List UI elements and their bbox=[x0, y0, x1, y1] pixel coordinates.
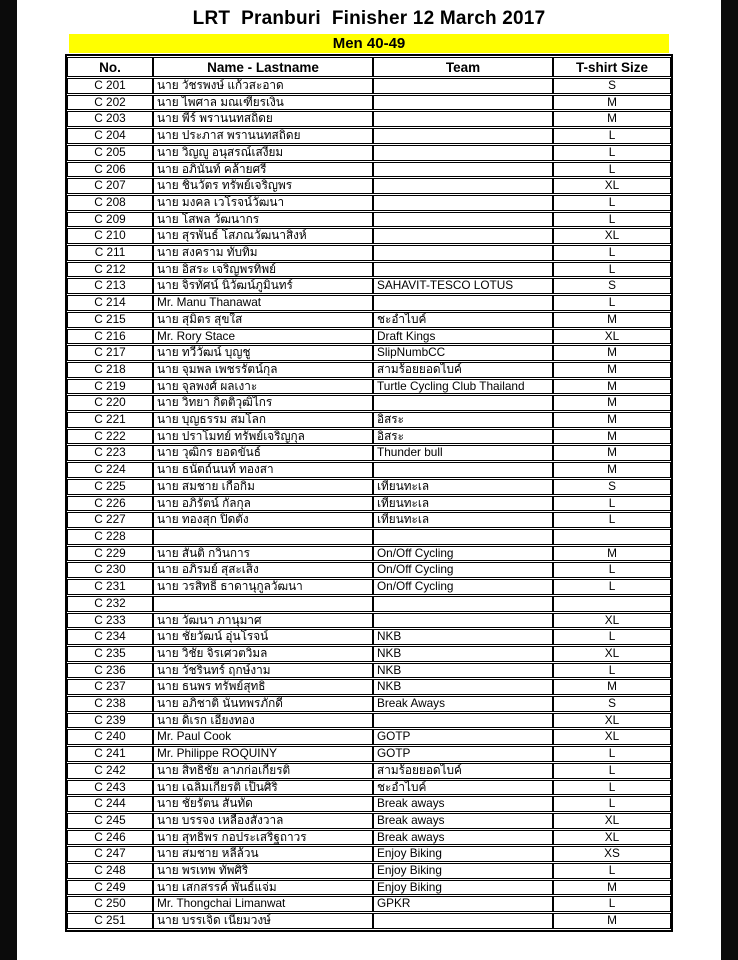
table-row bbox=[67, 262, 671, 278]
team-cell: เทียนทะเล bbox=[373, 496, 553, 512]
table-row bbox=[67, 629, 671, 645]
table-row bbox=[67, 896, 671, 912]
row-no-cell: C 220 bbox=[67, 395, 153, 411]
row-no-cell: C 232 bbox=[67, 596, 153, 612]
name-cell: นาย บุญธรรม สมโลก bbox=[153, 412, 373, 428]
table-row bbox=[67, 345, 671, 361]
row-no-cell: C 233 bbox=[67, 613, 153, 629]
table-row bbox=[67, 195, 671, 211]
row-no-cell: C 205 bbox=[67, 145, 153, 161]
table-row bbox=[67, 696, 671, 712]
size-cell: L bbox=[553, 195, 671, 211]
table-header bbox=[67, 57, 671, 77]
table-row bbox=[67, 228, 671, 244]
team-cell: สามร้อยยอดไบค์ bbox=[373, 362, 553, 378]
size-cell: L bbox=[553, 629, 671, 645]
size-cell: M bbox=[553, 462, 671, 478]
table-row bbox=[67, 729, 671, 745]
team-cell: Enjoy Biking bbox=[373, 846, 553, 862]
size-cell: L bbox=[553, 863, 671, 879]
size-cell: XL bbox=[553, 329, 671, 345]
table-row bbox=[67, 763, 671, 779]
name-cell: นาย วุฒิกร ยอดขันธ์ bbox=[153, 445, 373, 461]
row-no-cell: C 222 bbox=[67, 429, 153, 445]
table-row bbox=[67, 496, 671, 512]
row-no-cell: C 210 bbox=[67, 228, 153, 244]
team-cell bbox=[373, 212, 553, 228]
table-row bbox=[67, 395, 671, 411]
row-no-cell: C 228 bbox=[67, 529, 153, 545]
name-cell: นาย อภินันท์ คล้ายศรี bbox=[153, 162, 373, 178]
name-cell: นาย จุลพงศ์ ผลเงาะ bbox=[153, 379, 373, 395]
table-row bbox=[67, 679, 671, 695]
size-cell: L bbox=[553, 763, 671, 779]
name-cell bbox=[153, 596, 373, 612]
table-row bbox=[67, 312, 671, 328]
name-cell: นาย วัชรพงษ์ แก้วสะอาด bbox=[153, 78, 373, 94]
table-row bbox=[67, 329, 671, 345]
team-cell: NKB bbox=[373, 646, 553, 662]
name-cell: นาย ประภาส พรานนทสถิดย bbox=[153, 128, 373, 144]
table-row bbox=[67, 846, 671, 862]
name-cell: นาย ทองสุก ปิดตัง bbox=[153, 512, 373, 528]
col-header-no: No. bbox=[67, 57, 153, 77]
name-cell: Mr. Thongchai Limanwat bbox=[153, 896, 373, 912]
name-cell: นาย ชินวัตร ทรัพย์เจริญพร bbox=[153, 178, 373, 194]
team-cell: Break aways bbox=[373, 813, 553, 829]
size-cell: L bbox=[553, 579, 671, 595]
size-cell: M bbox=[553, 429, 671, 445]
row-no-cell: C 241 bbox=[67, 746, 153, 762]
table-row bbox=[67, 95, 671, 111]
row-no-cell: C 211 bbox=[67, 245, 153, 261]
team-cell bbox=[373, 529, 553, 545]
size-cell: M bbox=[553, 445, 671, 461]
name-cell: Mr. Manu Thanawat bbox=[153, 295, 373, 311]
team-cell bbox=[373, 596, 553, 612]
size-cell: XL bbox=[553, 228, 671, 244]
name-cell: นาย ธนัตถ์นนท์ ทองสา bbox=[153, 462, 373, 478]
name-cell: Mr. Paul Cook bbox=[153, 729, 373, 745]
team-cell bbox=[373, 462, 553, 478]
table-row bbox=[67, 479, 671, 495]
table-body bbox=[67, 78, 671, 929]
table-row bbox=[67, 529, 671, 545]
table-row bbox=[67, 145, 671, 161]
row-no-cell: C 231 bbox=[67, 579, 153, 595]
size-cell: L bbox=[553, 212, 671, 228]
name-cell: นาย สุรพันธ์ โสภณวัฒนาสิงห์ bbox=[153, 228, 373, 244]
size-cell: M bbox=[553, 362, 671, 378]
team-cell bbox=[373, 613, 553, 629]
table-row bbox=[67, 278, 671, 294]
row-no-cell: C 223 bbox=[67, 445, 153, 461]
row-no-cell: C 202 bbox=[67, 95, 153, 111]
row-no-cell: C 219 bbox=[67, 379, 153, 395]
name-cell: นาย สมชาย หลีล้วน bbox=[153, 846, 373, 862]
team-cell bbox=[373, 128, 553, 144]
name-cell: นาย บรรจง เหลืองสังวาล bbox=[153, 813, 373, 829]
header-row bbox=[67, 57, 671, 77]
row-no-cell: C 206 bbox=[67, 162, 153, 178]
table-row bbox=[67, 362, 671, 378]
row-no-cell: C 247 bbox=[67, 846, 153, 862]
team-cell bbox=[373, 913, 553, 929]
row-no-cell: C 234 bbox=[67, 629, 153, 645]
table-row bbox=[67, 512, 671, 528]
name-cell: นาย สิทธิชัย ลาภก่อเกียรติ bbox=[153, 763, 373, 779]
size-cell bbox=[553, 596, 671, 612]
size-cell: XL bbox=[553, 830, 671, 846]
name-cell: นาย วัชรินทร์ ฤกษ์งาม bbox=[153, 663, 373, 679]
table-row bbox=[67, 746, 671, 762]
size-cell: L bbox=[553, 896, 671, 912]
row-no-cell: C 212 bbox=[67, 262, 153, 278]
team-cell bbox=[373, 95, 553, 111]
page-title: LRT Pranburi Finisher 12 March 2017 bbox=[192, 8, 546, 29]
table-row bbox=[67, 445, 671, 461]
table-row bbox=[67, 212, 671, 228]
row-no-cell: C 236 bbox=[67, 663, 153, 679]
col-header-name: Name - Lastname bbox=[153, 57, 373, 77]
row-no-cell: C 248 bbox=[67, 863, 153, 879]
document-page bbox=[17, 0, 721, 960]
row-no-cell: C 213 bbox=[67, 278, 153, 294]
table-row bbox=[67, 663, 671, 679]
size-cell: L bbox=[553, 145, 671, 161]
table-row bbox=[67, 780, 671, 796]
size-cell: M bbox=[553, 913, 671, 929]
team-cell: NKB bbox=[373, 679, 553, 695]
table-row bbox=[67, 913, 671, 929]
name-cell: Mr. Philippe ROQUINY bbox=[153, 746, 373, 762]
team-cell: On/Off Cycling bbox=[373, 579, 553, 595]
name-cell: นาย เฉลิมเกียรติ เป็นศิริ bbox=[153, 780, 373, 796]
row-no-cell: C 229 bbox=[67, 546, 153, 562]
size-cell: L bbox=[553, 245, 671, 261]
size-cell: M bbox=[553, 345, 671, 361]
name-cell: นาย โสพล วัฒนากร bbox=[153, 212, 373, 228]
name-cell: นาย วิชัย จิรเศวตวิมล bbox=[153, 646, 373, 662]
team-cell: GOTP bbox=[373, 729, 553, 745]
size-cell: XL bbox=[553, 729, 671, 745]
team-cell bbox=[373, 228, 553, 244]
name-cell: นาย อภิรมย์ สุสะเส็ง bbox=[153, 562, 373, 578]
size-cell bbox=[553, 529, 671, 545]
size-cell: XL bbox=[553, 178, 671, 194]
size-cell: XL bbox=[553, 713, 671, 729]
name-cell: นาย สงคราม ทับทิม bbox=[153, 245, 373, 261]
size-cell: M bbox=[553, 880, 671, 896]
category-banner: Men 40-49 bbox=[69, 34, 669, 53]
table-row bbox=[67, 646, 671, 662]
name-cell: นาย ปราโมทย์ ทรัพย์เจริญกุล bbox=[153, 429, 373, 445]
table-row bbox=[67, 295, 671, 311]
team-cell: GPKR bbox=[373, 896, 553, 912]
size-cell: M bbox=[553, 412, 671, 428]
team-cell bbox=[373, 295, 553, 311]
row-no-cell: C 224 bbox=[67, 462, 153, 478]
row-no-cell: C 227 bbox=[67, 512, 153, 528]
size-cell: XL bbox=[553, 813, 671, 829]
size-cell: S bbox=[553, 78, 671, 94]
row-no-cell: C 215 bbox=[67, 312, 153, 328]
size-cell: L bbox=[553, 262, 671, 278]
name-cell: นาย ธนพร ทรัพย์สุทธิ bbox=[153, 679, 373, 695]
table-row bbox=[67, 429, 671, 445]
table-row bbox=[67, 796, 671, 812]
row-no-cell: C 216 bbox=[67, 329, 153, 345]
team-cell: NKB bbox=[373, 629, 553, 645]
team-cell bbox=[373, 262, 553, 278]
col-header-team: Team bbox=[373, 57, 553, 77]
team-cell: On/Off Cycling bbox=[373, 546, 553, 562]
finisher-table bbox=[65, 54, 673, 932]
row-no-cell: C 249 bbox=[67, 880, 153, 896]
row-no-cell: C 245 bbox=[67, 813, 153, 829]
team-cell: Draft Kings bbox=[373, 329, 553, 345]
row-no-cell: C 221 bbox=[67, 412, 153, 428]
name-cell: นาย บรรเจิด เนียมวงษ์ bbox=[153, 913, 373, 929]
row-no-cell: C 242 bbox=[67, 763, 153, 779]
size-cell: L bbox=[553, 562, 671, 578]
size-cell: L bbox=[553, 295, 671, 311]
team-cell bbox=[373, 713, 553, 729]
row-no-cell: C 214 bbox=[67, 295, 153, 311]
size-cell: S bbox=[553, 479, 671, 495]
team-cell: SlipNumbCC bbox=[373, 345, 553, 361]
size-cell: L bbox=[553, 128, 671, 144]
team-cell: GOTP bbox=[373, 746, 553, 762]
team-cell bbox=[373, 78, 553, 94]
row-no-cell: C 251 bbox=[67, 913, 153, 929]
row-no-cell: C 240 bbox=[67, 729, 153, 745]
table-row bbox=[67, 579, 671, 595]
size-cell: M bbox=[553, 95, 671, 111]
size-cell: L bbox=[553, 780, 671, 796]
size-cell: S bbox=[553, 278, 671, 294]
name-cell: นาย ชัยวัฒน์ อุ่นโรจน์ bbox=[153, 629, 373, 645]
name-cell: นาย พีร์ พรานนทสถิดย bbox=[153, 111, 373, 127]
table-row bbox=[67, 128, 671, 144]
size-cell: M bbox=[553, 546, 671, 562]
size-cell: L bbox=[553, 746, 671, 762]
team-cell: สามร้อยยอดไบค์ bbox=[373, 763, 553, 779]
row-no-cell: C 208 bbox=[67, 195, 153, 211]
team-cell: ชะอำไบค์ bbox=[373, 312, 553, 328]
name-cell: นาย วิทยา กิตติวุฒิไกร bbox=[153, 395, 373, 411]
row-no-cell: C 237 bbox=[67, 679, 153, 695]
team-cell: Break aways bbox=[373, 830, 553, 846]
row-no-cell: C 204 bbox=[67, 128, 153, 144]
table-row bbox=[67, 178, 671, 194]
team-cell bbox=[373, 111, 553, 127]
name-cell: นาย วัฒนา ภานุมาศ bbox=[153, 613, 373, 629]
size-cell: XS bbox=[553, 846, 671, 862]
size-cell: XL bbox=[553, 646, 671, 662]
team-cell: อิสระ bbox=[373, 429, 553, 445]
table-row bbox=[67, 880, 671, 896]
table-row bbox=[67, 111, 671, 127]
table-row bbox=[67, 546, 671, 562]
team-cell: SAHAVIT-TESCO LOTUS bbox=[373, 278, 553, 294]
team-cell bbox=[373, 245, 553, 261]
name-cell: นาย สันติ กวินการ bbox=[153, 546, 373, 562]
name-cell: นาย อิสระ เจริญพรทิพย์ bbox=[153, 262, 373, 278]
row-no-cell: C 239 bbox=[67, 713, 153, 729]
team-cell: Enjoy Biking bbox=[373, 863, 553, 879]
table-row bbox=[67, 162, 671, 178]
name-cell: นาย อภิชาติ นันทพรภักดี bbox=[153, 696, 373, 712]
team-cell bbox=[373, 145, 553, 161]
row-no-cell: C 230 bbox=[67, 562, 153, 578]
row-no-cell: C 235 bbox=[67, 646, 153, 662]
row-no-cell: C 209 bbox=[67, 212, 153, 228]
row-no-cell: C 243 bbox=[67, 780, 153, 796]
team-cell: Break Aways bbox=[373, 696, 553, 712]
name-cell: นาย ทวีวัฒน์ บุญชู bbox=[153, 345, 373, 361]
row-no-cell: C 203 bbox=[67, 111, 153, 127]
name-cell: นาย สุทธิพร กอประเสริฐถาวร bbox=[153, 830, 373, 846]
name-cell: นาย ดิเรก เอี้ยงทอง bbox=[153, 713, 373, 729]
table-row bbox=[67, 863, 671, 879]
name-cell: นาย วิญญู อนุสรณ์เสงี่ยม bbox=[153, 145, 373, 161]
table-row bbox=[67, 462, 671, 478]
row-no-cell: C 246 bbox=[67, 830, 153, 846]
name-cell: Mr. Rory Stace bbox=[153, 329, 373, 345]
row-no-cell: C 226 bbox=[67, 496, 153, 512]
team-cell bbox=[373, 395, 553, 411]
size-cell: XL bbox=[553, 613, 671, 629]
row-no-cell: C 238 bbox=[67, 696, 153, 712]
size-cell: M bbox=[553, 395, 671, 411]
row-no-cell: C 225 bbox=[67, 479, 153, 495]
size-cell: L bbox=[553, 496, 671, 512]
table-row bbox=[67, 613, 671, 629]
name-cell: นาย พรเทพ ทัพศิริ bbox=[153, 863, 373, 879]
table-row bbox=[67, 245, 671, 261]
team-cell: Turtle Cycling Club Thailand bbox=[373, 379, 553, 395]
team-cell: ชะอำไบค์ bbox=[373, 780, 553, 796]
row-no-cell: C 217 bbox=[67, 345, 153, 361]
team-cell bbox=[373, 195, 553, 211]
team-cell: เทียนทะเล bbox=[373, 512, 553, 528]
team-cell: เทียนทะเล bbox=[373, 479, 553, 495]
name-cell: นาย วรสิทธิ์ ธาดานุกูลวัฒนา bbox=[153, 579, 373, 595]
col-header-size: T-shirt Size bbox=[553, 57, 671, 77]
size-cell: M bbox=[553, 111, 671, 127]
size-cell: S bbox=[553, 696, 671, 712]
name-cell: นาย จิรทัศน์ นิวัฒน์ภูมินทร์ bbox=[153, 278, 373, 294]
table-row bbox=[67, 562, 671, 578]
table-row bbox=[67, 830, 671, 846]
team-cell: Break aways bbox=[373, 796, 553, 812]
table-row bbox=[67, 713, 671, 729]
size-cell: M bbox=[553, 679, 671, 695]
table-row bbox=[67, 813, 671, 829]
team-cell: On/Off Cycling bbox=[373, 562, 553, 578]
size-cell: L bbox=[553, 512, 671, 528]
team-cell: Enjoy Biking bbox=[373, 880, 553, 896]
name-cell: นาย ชัยรัตน สันทัด bbox=[153, 796, 373, 812]
name-cell: นาย เสกสรรค์ พันธ์แจ่ม bbox=[153, 880, 373, 896]
size-cell: L bbox=[553, 162, 671, 178]
size-cell: L bbox=[553, 663, 671, 679]
row-no-cell: C 207 bbox=[67, 178, 153, 194]
size-cell: M bbox=[553, 312, 671, 328]
team-cell bbox=[373, 178, 553, 194]
table-row bbox=[67, 379, 671, 395]
name-cell: นาย ไพศาล มณเฑียรเงิน bbox=[153, 95, 373, 111]
table-row bbox=[67, 78, 671, 94]
team-cell bbox=[373, 162, 553, 178]
size-cell: L bbox=[553, 796, 671, 812]
row-no-cell: C 244 bbox=[67, 796, 153, 812]
row-no-cell: C 218 bbox=[67, 362, 153, 378]
row-no-cell: C 250 bbox=[67, 896, 153, 912]
size-cell: M bbox=[553, 379, 671, 395]
name-cell: นาย สุมิตร สุขใส bbox=[153, 312, 373, 328]
team-cell: อิสระ bbox=[373, 412, 553, 428]
name-cell: นาย อภิรัตน์ กัลกุล bbox=[153, 496, 373, 512]
name-cell: นาย สมชาย เกื้อกิ้ม bbox=[153, 479, 373, 495]
name-cell: นาย มงคล เวโรจน์วัฒนา bbox=[153, 195, 373, 211]
name-cell bbox=[153, 529, 373, 545]
table-row bbox=[67, 412, 671, 428]
name-cell: นาย จุมพล เพชรรัตน์กุล bbox=[153, 362, 373, 378]
row-no-cell: C 201 bbox=[67, 78, 153, 94]
team-cell: Thunder bull bbox=[373, 445, 553, 461]
table-row bbox=[67, 596, 671, 612]
team-cell: NKB bbox=[373, 663, 553, 679]
